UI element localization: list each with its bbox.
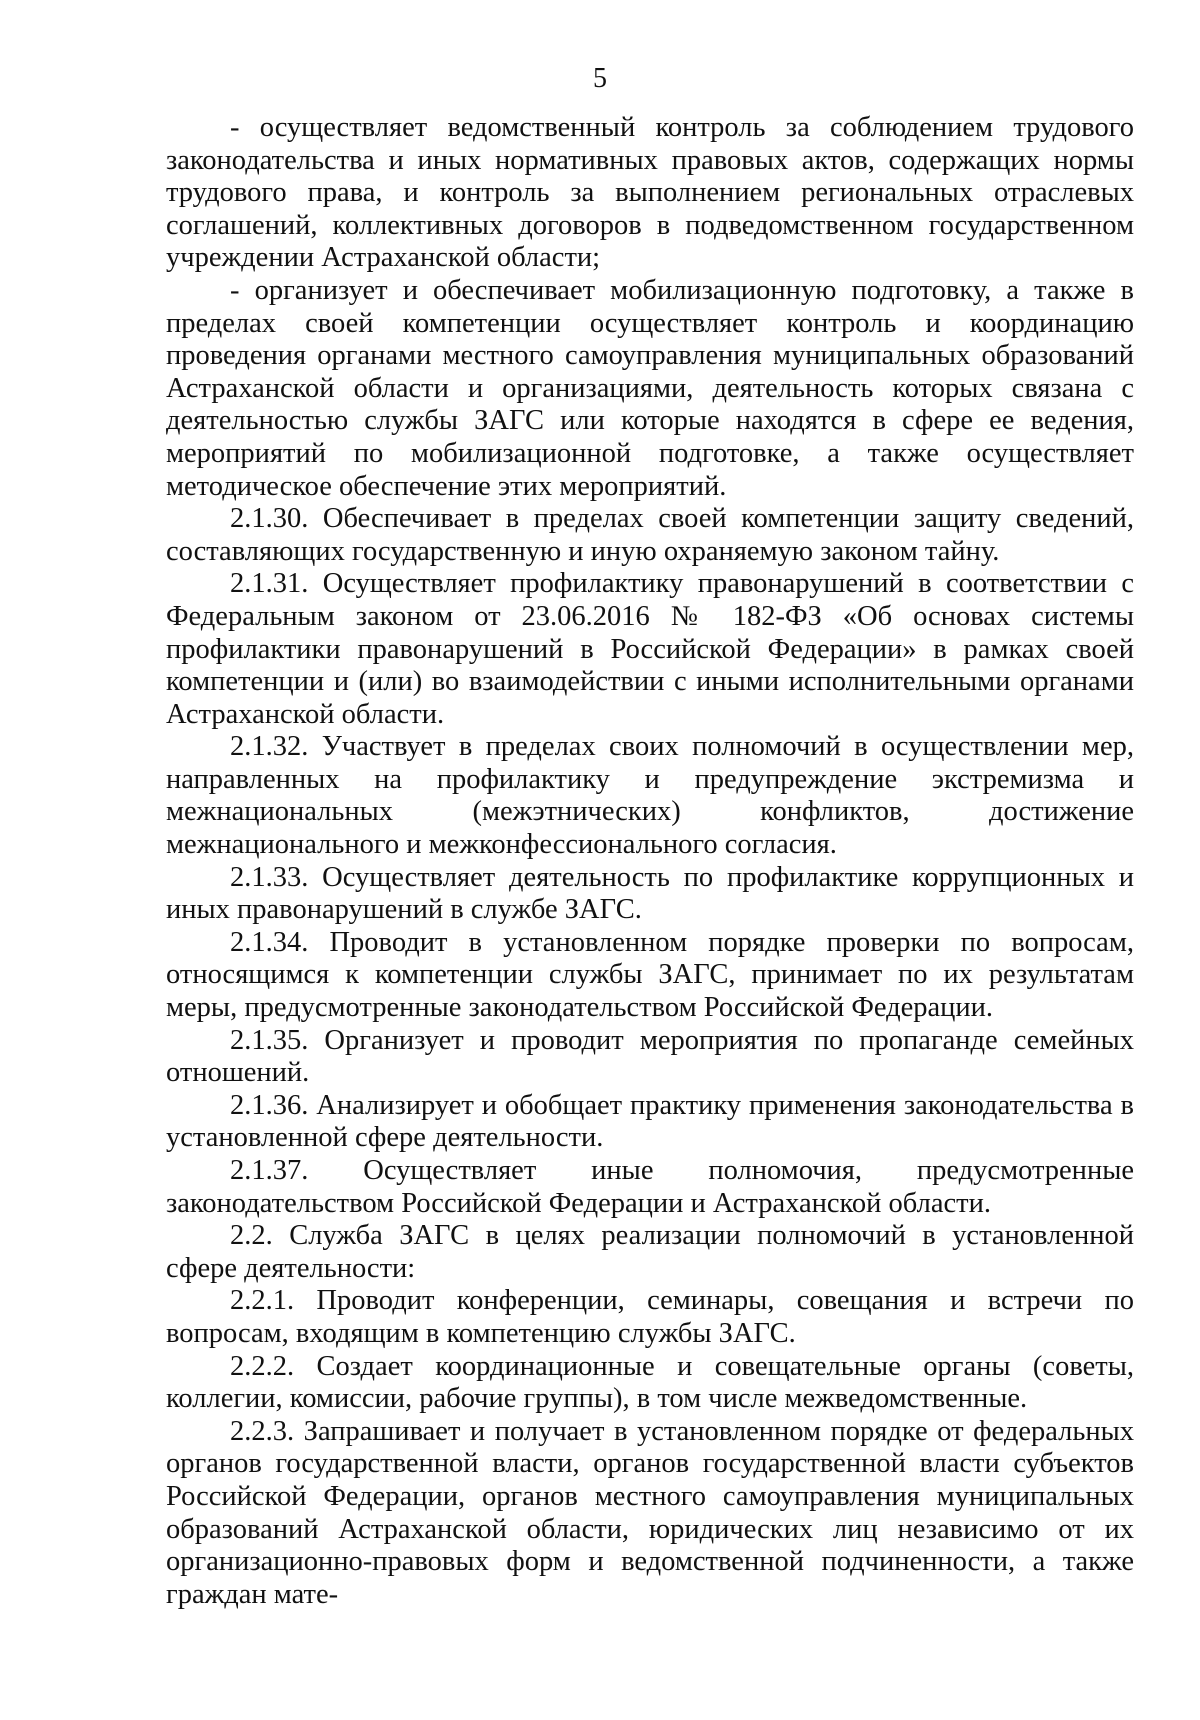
paragraph-2-1-34: 2.1.34. Проводит в установленном порядке проверки по вопросам, относящимся к компетенции службы ЗАГС, принимает по их результатам меры, предусмотренные законодательством Российской Федерации. <box>166 926 1134 1024</box>
document-body <box>166 112 1134 1611</box>
paragraph-2-1-35: 2.1.35. Организует и проводит мероприятия по пропаганде семейных отношений. <box>166 1024 1134 1089</box>
paragraph-supervision-labor: - осуществляет ведомственный контроль за соблюдением трудового законодательства и иных нормативных правовых актов, содержащих нормы трудового права, и контроль за выполнением региональных отраслевых соглашений, коллективных договоров в подведомственном государственном учреждении Астраханской области; <box>166 112 1134 274</box>
paragraph-2-1-37: 2.1.37. Осуществляет иные полномочия, предусмотренные законодательством Российской Федерации и Астраханской области. <box>166 1155 1134 1219</box>
paragraph-2-2-3: 2.2.3. Запрашивает и получает в установленном порядке от федеральных органов государственной власти, органов государственной власти субъектов Российской Федерации, органов местного самоуправления муниципальных образований Астраханской области, юридических лиц независимо от их организационно-правовых форм и ведомственной подчиненности, а также граждан мате- <box>166 1415 1134 1610</box>
paragraph-2-1-30: 2.1.30. Обеспечивает в пределах своей компетенции защиту сведений, составляющих государственную и иную охраняемую законом тайну. <box>166 503 1134 567</box>
paragraph-2-1-32: 2.1.32. Участвует в пределах своих полномочий в осуществлении мер, направленных на профилактику и предупреждение экстремизма и межнациональных (межэтнических) конфликтов, достижение межнационального и межконфессионального согласия. <box>166 731 1134 861</box>
paragraph-2-2-2: 2.2.2. Создает координационные и совещательные органы (советы, коллегии, комиссии, рабочие группы), в том числе межведомственные. <box>166 1350 1134 1415</box>
paragraph-2-1-36: 2.1.36. Анализирует и обобщает практику применения законодательства в установленной сфере деятельности. <box>166 1089 1134 1154</box>
paragraph-2-2-1: 2.2.1. Проводит конференции, семинары, совещания и встречи по вопросам, входящим в компетенцию службы ЗАГС. <box>166 1285 1134 1349</box>
paragraph-mobilization: - организует и обеспечивает мобилизационную подготовку, а также в пределах своей компетенции осуществляет контроль и координацию проведения органами местного самоуправления муниципальных образований Астраханской области и организациями, деятельность которых связана с деятельностью службы ЗАГС или которые находятся в сфере ее ведения, мероприятий по мобилизационной подготовке, а также осуществляет методическое обеспечение этих мероприятий. <box>166 274 1134 502</box>
paragraph-2-1-33: 2.1.33. Осуществляет деятельность по профилактике коррупционных и иных правонарушений в службе ЗАГС. <box>166 861 1134 926</box>
paragraph-2-1-31: 2.1.31. Осуществляет профилактику правонарушений в соответствии с Федеральным законом от 23.06.2016 № 182-ФЗ «Об основах системы профилактики правонарушений в Российской Федерации» в рамках своей компетенции и (или) во взаимодействии с иными исполнительными органами Астраханской области. <box>166 568 1134 730</box>
paragraph-2-2: 2.2. Служба ЗАГС в целях реализации полномочий в установленной сфере деятельности: <box>166 1220 1134 1284</box>
page-number: 5 <box>593 63 607 94</box>
